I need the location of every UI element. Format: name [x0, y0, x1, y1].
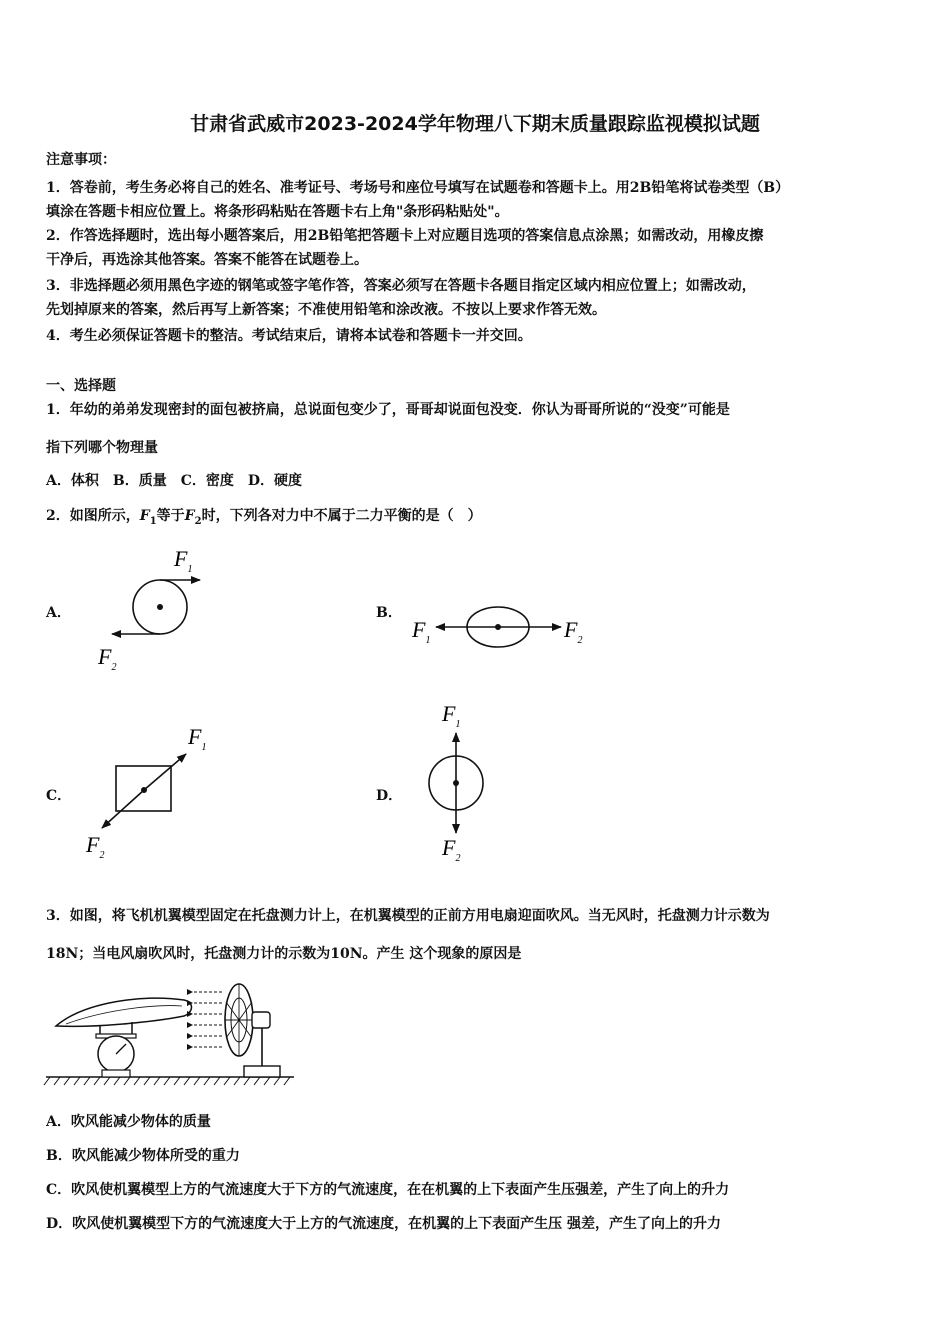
q2-f2: F: [184, 508, 195, 524]
f1-label: $F_1$: [442, 701, 461, 730]
q2-figure-c: [78, 718, 228, 868]
q2-figure-b: [408, 595, 598, 655]
q2-stem: [46, 506, 482, 532]
notice-line: 干净后，再选涂其他答案。答案不能答在试题卷上。: [46, 252, 368, 268]
notice-line: 填涂在答题卡相应位置上。将条形码粘贴在答题卡右上角"条形码粘贴处"。: [46, 204, 509, 220]
f1-arrow: [144, 754, 186, 790]
wind-arrows: [192, 992, 222, 1047]
q3-option: A．吹风能减少物体的质量: [46, 1114, 211, 1130]
q3-figure-wing-fan: [44, 980, 304, 1090]
pulley-center: [157, 604, 163, 610]
notice-line: 2．作答选择题时，选出每小题答案后，用2B铅笔把答题卡上对应题目选项的答案信息点涂黑；如需改动，用橡皮擦: [46, 228, 764, 244]
q2-option-d-label: D．: [376, 788, 403, 804]
q2-option-c-label: C．: [46, 788, 72, 804]
f2-arrow: [102, 790, 144, 828]
wing-model: [56, 998, 192, 1026]
f1-label: $F_1$: [188, 724, 207, 753]
q1-stem-line2: 指下列哪个物理量: [46, 440, 158, 456]
q2-f2-sub: 2: [194, 515, 202, 527]
section-heading: 一、选择题: [46, 378, 116, 394]
q1-stem-line1: 1．年幼的弟弟发现密封的面包被挤扁，总说面包变少了，哥哥却说面包没变．你认为哥哥所说的“没变”可能是: [46, 402, 730, 418]
notice-line: 1．答卷前，考生务必将自己的姓名、准考证号、考场号和座位号填写在试题卷和答题卡上。用2B铅笔将试卷类型（B）: [46, 180, 790, 196]
ground-hatch: [44, 1077, 290, 1085]
q2-stem-a: 2．如图所示，: [46, 508, 140, 524]
q1-options: A．体积 B．质量 C．密度 D．硬度: [46, 473, 302, 489]
q2-f1: F: [139, 508, 150, 524]
q3-stem-line2: 18N；当电风扇吹风时，托盘测力计的示数为10N。产生 这个现象的原因是: [46, 946, 522, 962]
q2-option-b-label: B．: [376, 605, 402, 621]
q3-option: B．吹风能减少物体所受的重力: [46, 1148, 240, 1164]
q2-figure-a: [90, 540, 220, 680]
f2-label: $F_2$: [86, 832, 105, 861]
q3-option: D．吹风使机翼模型下方的气流速度大于上方的气流速度，在机翼的上下表面产生压 强差，产生了向上的升力: [46, 1216, 722, 1232]
f1-label: $F_1$: [174, 546, 193, 575]
q3-option: C．吹风使机翼模型上方的气流速度大于下方的气流速度，在在机翼的上下表面产生压强差，产生了向上的升力: [46, 1182, 730, 1198]
notice-heading: 注意事项：: [46, 152, 116, 168]
notice-line: 4．考生必须保证答题卡的整洁。考试结束后，请将本试卷和答题卡一并交回。: [46, 328, 532, 344]
fan-base: [244, 1066, 280, 1077]
notice-line: 3．非选择题必须用黑色字迹的钢笔或签字笔作答，答案必须写在答题卡各题目指定区域内相应位置上；如需改动，: [46, 278, 756, 294]
f2-label: $F_2$: [98, 644, 117, 673]
fan-motor: [252, 1012, 270, 1028]
q2-option-a-label: A．: [46, 605, 71, 621]
q2-figure-d: [420, 695, 500, 875]
f1-label: $F_1$: [412, 617, 431, 646]
q3-stem-line1: 3．如图，将飞机机翼模型固定在托盘测力计上，在机翼模型的正前方用电扇迎面吹风。当无风时，托盘测力计示数为: [46, 908, 770, 924]
f2-label: $F_2$: [442, 835, 461, 864]
f2-label: $F_2$: [564, 617, 583, 646]
page-title: 甘肃省武威市2023-2024学年物理八下期末质量跟踪监视模拟试题: [190, 113, 760, 135]
scale-base: [102, 1070, 130, 1077]
notice-line: 先划掉原来的答案，然后再写上新答案；不准使用铅笔和涂改液。不按以上要求作答无效。: [46, 302, 606, 318]
q2-f1-sub: 1: [149, 515, 157, 527]
q2-mid: 等于: [156, 508, 185, 524]
q2-stem-b: 时，下列各对力中不属于二力平衡的是（ ）: [201, 508, 482, 524]
